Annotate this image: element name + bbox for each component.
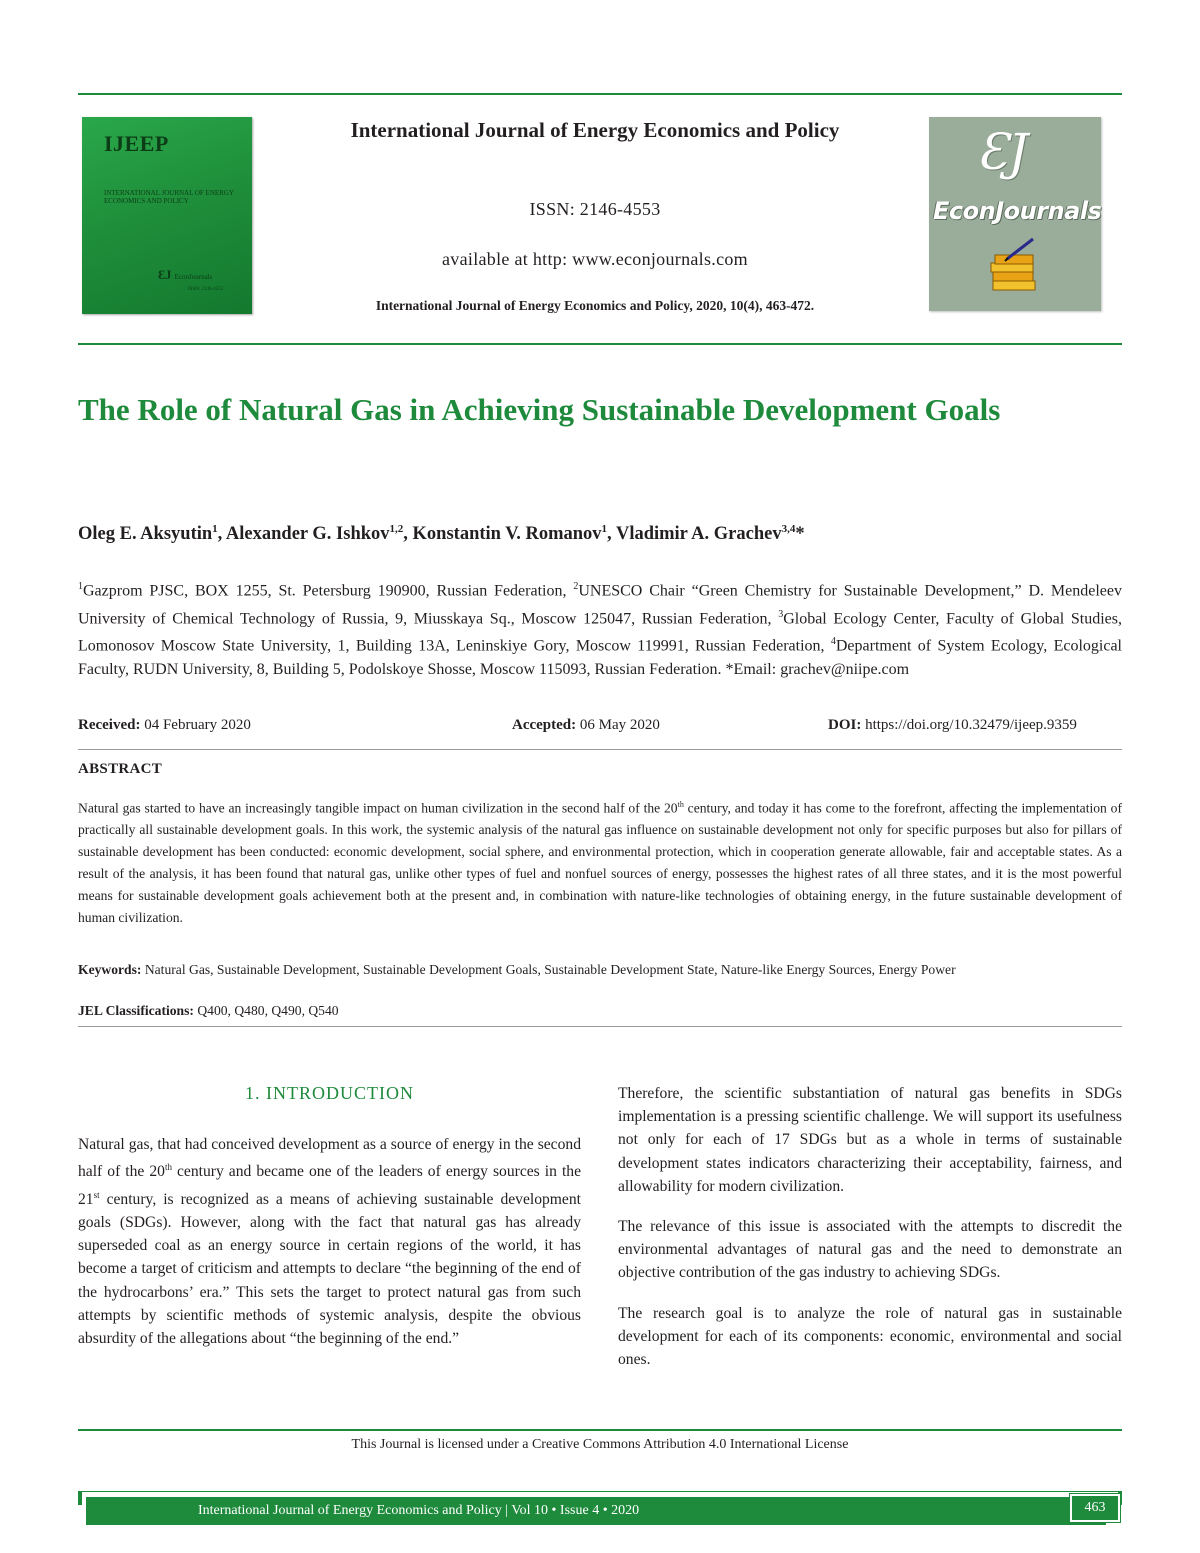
affil-sup: 3 [778, 608, 784, 620]
abstract-bottom-rule [78, 1026, 1122, 1027]
author-2 [226, 524, 413, 544]
author-separator: , [403, 524, 413, 545]
author-4 [616, 524, 805, 544]
affil-sup: 1 [78, 581, 83, 592]
abstract-sup: th [677, 800, 684, 809]
received-label: Received: [78, 717, 141, 733]
author-name: Alexander G. Ishkov [225, 524, 390, 545]
abstract-text-2: century, and today it has come to the forefront, affecting the implementation of practically all sustainable development goals. In this work, the systemic analysis of the natural gas influence on sustainable development not only for specific purposes but also for pillars of sustainable development has been conducted: economic development, social sphere, and environmental protection, which in cooperation generate allowable, fair and acceptable states. As a result of the analysis, it has been found that natural gas, unlike other types of fuel and nonfuel sources of energy, possesses the highest rates of all three states, and it is the most powerful means for sustainable development goals achievement both at the present and, in combination with nature-like technologies of obtaining energy, in the future sustainable development of human civilization. [78, 800, 1122, 925]
cover-publisher-small: EconJournals [174, 273, 213, 281]
cover-subtitle: INTERNATIONAL JOURNAL OF ENERGY ECONOMICS AND POLICY [104, 189, 234, 205]
footer-running-bar [86, 1497, 1106, 1525]
affil-text: Global Ecology Center, Faculty of Global Studies, Lomonosov Moscow State University, 1, Building 13A, Leninskiye Gory, Moscow 119991, Russian Federation, [78, 609, 1122, 655]
logo-name: EconJournals [933, 197, 1102, 225]
intro-sup-2: st [93, 1189, 100, 1200]
affil-sup: 2 [573, 581, 579, 592]
author-3 [413, 524, 616, 544]
affil-text: Department of System Ecology, Ecological Faculty, RUDN University, 8, Building 5, Podolskoye Shosse, Moscow 115093, Russian Federation. *Email: grachev@niipe.com [78, 637, 1122, 678]
author-list [78, 523, 1122, 545]
author-name: Oleg E. Aksyutin [78, 524, 213, 545]
econjournals-logo [929, 117, 1101, 311]
top-rule [78, 93, 1122, 95]
intro-text-1: Natural gas, that had conceived development as a source of energy in the second half of the 20 [78, 1136, 581, 1181]
author-affil-sup: 1,2 [389, 523, 404, 535]
affil-text: Gazprom PJSC, BOX 1255, St. Petersburg 190900, Russian Federation, [83, 582, 574, 600]
doi-label: DOI: [828, 717, 862, 733]
abstract-text-1: Natural gas started to have an increasingly tangible impact on human civilization in the second half of the 20 [78, 800, 678, 816]
keywords-value: Natural Gas, Sustainable Development, Sustainable Development Goals, Sustainable Development State, Nature-like Energy Sources, Energy Power [141, 962, 956, 977]
affiliations [78, 575, 1122, 681]
received-date [78, 717, 251, 734]
journal-title: International Journal of Energy Economics and Policy [350, 118, 840, 142]
abstract-body [78, 794, 1122, 928]
author-separator: * [795, 524, 805, 545]
jel-value: Q400, Q480, Q490, Q540 [193, 1003, 339, 1018]
intro-paragraph-left [78, 1133, 581, 1350]
header-bottom-rule [78, 343, 1122, 345]
intro-sup-1: th [164, 1162, 172, 1173]
journal-issn: ISSN: 2146-4553 [529, 199, 661, 219]
footer-running-text: International Journal of Energy Economics and Policy | Vol 10 • Issue 4 • 2020 [198, 1503, 640, 1518]
jel-label: JEL Classifications: [78, 1003, 194, 1018]
author-name: Konstantin V. Romanov [412, 524, 602, 545]
author-affil-sup: 1 [601, 523, 608, 535]
paragraph: The research goal is to analyze the role of natural gas in sustainable development for each of its components: economic, environmental and social ones. [618, 1304, 1122, 1369]
abstract-top-rule [78, 749, 1122, 750]
keywords-label: Keywords: [78, 962, 142, 977]
page-number: 463 [1070, 1494, 1120, 1522]
footer-bar-left-tab [78, 1491, 82, 1505]
journal-cover-image [82, 117, 252, 314]
footer-bar-frame [78, 1491, 1122, 1492]
author-affil-sup: 3,4 [781, 523, 796, 535]
section-heading-introduction: 1. INTRODUCTION [245, 1083, 414, 1103]
cover-issn: ISSN: 2146-4553 [188, 287, 224, 292]
author-name: Vladimir A. Grachev [615, 524, 782, 545]
accepted-date [512, 717, 660, 734]
abstract-heading: ABSTRACT [78, 761, 163, 777]
doi [828, 717, 1077, 734]
author-separator: , [217, 524, 226, 545]
journal-website[interactable]: available at http: www.econjournals.com [442, 249, 748, 269]
author-separator: , [607, 524, 616, 545]
accepted-value: 06 May 2020 [576, 717, 660, 733]
intro-text-3: century, is recognized as a means of achieving sustainable development goals (SDGs). However, along with the fact that natural gas has already superseded coal as an energy source in certain regions of the world, it has become a target of criticism and attempts to declare “the beginning of the end of the hydrocarbons’ era.” This sets the target to protect natural gas from such attempts by scientific methods of systemic analysis, despite the obvious absurdity of the allegations about “the beginning of the end.” [78, 1190, 581, 1347]
article-citation: International Journal of Energy Economics and Policy, 2020, 10(4), 463-472. [375, 298, 815, 313]
paragraph: Therefore, the scientific substantiation of natural gas benefits in SDGs implementation is a pressing scientific challenge. We will support its usefulness not only for each of 17 SDGs but as a whole in terms of sustainable development states indicators characterizing their acceptability, fairness, and allowability for modern civilization. [618, 1085, 1122, 1195]
affil-sup: 4 [830, 636, 836, 648]
intro-text-2: century and became one of the leaders of energy sources in the 21 [78, 1163, 581, 1208]
books-pencil-icon [985, 237, 1045, 297]
jel-classifications [78, 1000, 1122, 1021]
author-affil-sup: 1 [212, 523, 218, 535]
author-1 [78, 524, 226, 544]
footer-rule [78, 1429, 1122, 1431]
cover-abbrev: IJEEP [104, 131, 169, 156]
right-column [618, 1082, 1122, 1388]
license-notice: This Journal is licensed under a Creative Commons Attribution 4.0 International License [351, 1437, 849, 1452]
doi-link[interactable]: https://doi.org/10.32479/ijeep.9359 [861, 717, 1077, 733]
received-value: 04 February 2020 [140, 717, 251, 733]
keywords [78, 959, 1122, 980]
logo-mark: ƐJ [977, 123, 1029, 181]
accepted-label: Accepted: [512, 717, 577, 733]
affil-text: UNESCO Chair “Green Chemistry for Sustainable Development,” D. Mendeleev University of Chemical Technology of Russia, 9, Miusskaya Sq., Moscow 125047, Russian Federation, [78, 582, 1122, 627]
cover-publisher-mark [158, 267, 212, 283]
cover-publisher-mark-glyph: ƐJ [158, 267, 172, 282]
paragraph: The relevance of this issue is associated with the attempts to discredit the environmental advantages of natural gas and the need to demonstrate an objective contribution of the gas industry to achieving SDGs. [618, 1218, 1122, 1282]
article-title: The Role of Natural Gas in Achieving Sustainable Development Goals [78, 392, 1001, 427]
